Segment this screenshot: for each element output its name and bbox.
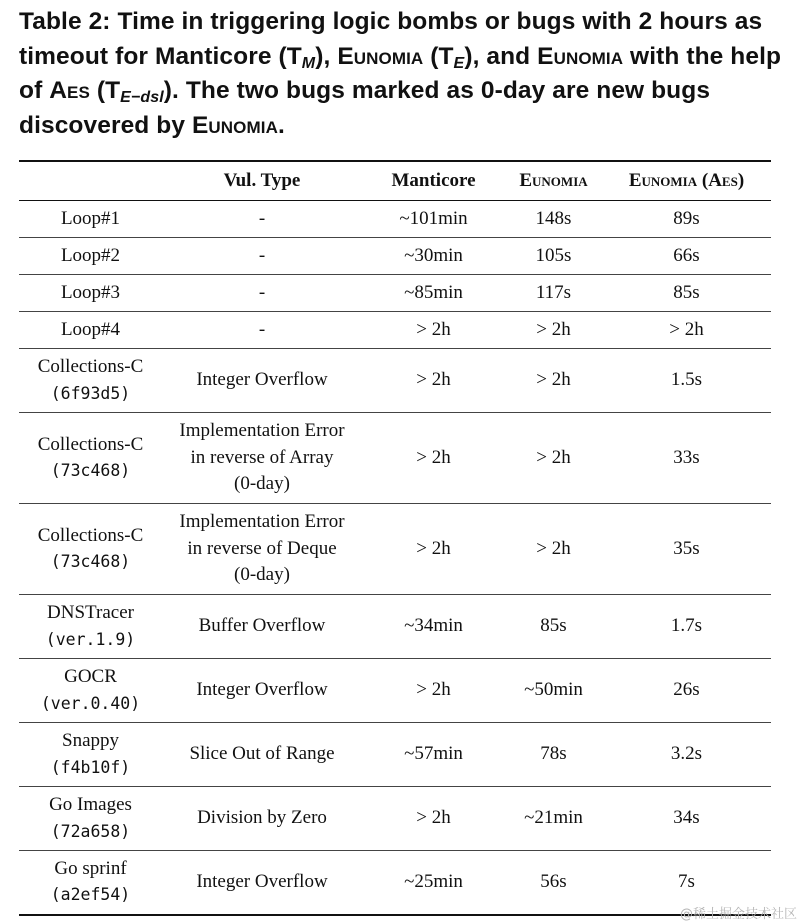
table-caption	[19, 5, 789, 143]
aes-name: Aes	[49, 77, 90, 104]
caption-text: (T	[89, 77, 121, 104]
header-program	[19, 161, 162, 201]
vul-type-line: Integer Overflow	[196, 369, 328, 391]
program-version: (6f93d5)	[50, 383, 131, 403]
header-eunomia: Eunomia	[505, 161, 602, 201]
program-cell	[19, 723, 162, 787]
caption-text: .	[277, 111, 285, 139]
eunomia-name: Eunomia	[337, 42, 424, 70]
eunomia-time-cell: ~21min	[505, 787, 602, 851]
table-row	[19, 851, 771, 915]
vul-type-line: in reverse of Deque	[187, 537, 337, 559]
manticore-time-cell: ~30min	[362, 238, 505, 275]
vul-type-cell	[162, 349, 362, 413]
eunomia-aes-time-cell: 66s	[602, 238, 771, 275]
eunomia-time-cell: > 2h	[505, 349, 602, 413]
caption-sub-edsl: E−dsl	[120, 89, 164, 106]
eunomia-time-cell: > 2h	[505, 312, 602, 349]
vul-type-cell	[162, 787, 362, 851]
vul-type-line: -	[258, 244, 266, 266]
eunomia-aes-time-cell: 34s	[602, 787, 771, 851]
program-name: Loop#3	[60, 281, 121, 303]
manticore-time-cell: > 2h	[362, 312, 505, 349]
program-name: Collections-C	[37, 433, 144, 455]
table-row	[19, 787, 771, 851]
vul-type-cell	[162, 723, 362, 787]
header-eunomia-aes: Eunomia (Aes)	[602, 161, 771, 201]
program-name: Snappy	[62, 730, 119, 751]
vul-type-cell	[162, 595, 362, 659]
program-version: (73c468)	[50, 552, 131, 571]
program-cell	[19, 238, 162, 275]
eunomia-aes-time-cell: 26s	[602, 659, 771, 723]
vul-type-line: in reverse of Array	[190, 446, 334, 468]
program-version: (f4b10f)	[50, 757, 131, 777]
eunomia-aes-time-cell: 85s	[602, 275, 771, 312]
program-version: (ver.1.9)	[45, 629, 136, 649]
vul-type-line: Division by Zero	[197, 807, 327, 829]
vul-type-line: -	[258, 281, 266, 303]
manticore-time-cell: ~85min	[362, 275, 505, 312]
manticore-time-cell: > 2h	[362, 349, 505, 413]
program-cell	[19, 201, 162, 238]
manticore-time-cell: ~57min	[362, 723, 505, 787]
vul-type-line: Slice Out of Range	[189, 743, 335, 765]
vul-type-line: Integer Overflow	[196, 871, 328, 892]
caption-text: ),	[315, 42, 338, 70]
vul-type-cell	[162, 201, 362, 238]
table-row	[19, 312, 771, 349]
eunomia-aes-time-cell: 7s	[602, 851, 771, 915]
program-name: DNSTracer	[47, 602, 134, 623]
caption-lead: Table 2: Time in triggering logic bombs or bugs with 2 hours as timeout for Manticore (T	[19, 8, 763, 70]
program-cell	[19, 275, 162, 312]
eunomia-time-cell: 85s	[505, 595, 602, 659]
vul-type-line: (0-day)	[234, 473, 290, 495]
program-version: (73c468)	[50, 461, 131, 480]
program-name: Go Images	[49, 794, 132, 815]
program-cell	[19, 787, 162, 851]
table-header-row	[19, 161, 771, 201]
header-vul-type: Vul. Type	[162, 161, 362, 201]
table-row	[19, 275, 771, 312]
manticore-time-cell: > 2h	[362, 787, 505, 851]
vul-type-line: -	[258, 207, 266, 229]
eunomia-aes-time-cell: 1.7s	[602, 595, 771, 659]
eunomia-aes-time-cell: 3.2s	[602, 723, 771, 787]
eunomia-time-cell: 105s	[505, 238, 602, 275]
caption-text: ), and	[464, 42, 538, 70]
vul-type-cell	[162, 238, 362, 275]
manticore-time-cell: > 2h	[362, 413, 505, 504]
program-name: Go sprinf	[54, 857, 127, 879]
table-row	[19, 201, 771, 238]
caption-text: ). The two bugs marked as 0-day are new bugs discovered by	[19, 77, 711, 139]
vul-type-line: Buffer Overflow	[198, 615, 326, 637]
program-version: (a2ef54)	[50, 885, 131, 905]
program-name: Loop#2	[60, 244, 121, 266]
eunomia-aes-time-cell: 35s	[602, 504, 771, 595]
program-version: (ver.0.40)	[40, 693, 141, 713]
program-cell	[19, 595, 162, 659]
vul-type-cell	[162, 312, 362, 349]
eunomia-aes-time-cell: 89s	[602, 201, 771, 238]
table-row	[19, 504, 771, 595]
program-cell	[19, 659, 162, 723]
program-name: Loop#4	[60, 318, 121, 340]
vul-type-line: -	[258, 318, 266, 340]
eunomia-aes-time-cell: 33s	[602, 413, 771, 504]
table-row	[19, 595, 771, 659]
caption-text: with the help of	[19, 42, 782, 104]
program-name: Loop#1	[60, 207, 121, 229]
vul-type-cell	[162, 413, 362, 504]
eunomia-aes-time-cell: 1.5s	[602, 349, 771, 413]
vul-type-line: Implementation Error	[179, 511, 345, 533]
program-version: (72a658)	[50, 821, 131, 841]
eunomia-name: Eunomia	[191, 111, 278, 139]
eunomia-time-cell: > 2h	[505, 504, 602, 595]
caption-text: (T	[423, 42, 454, 70]
manticore-time-cell: > 2h	[362, 504, 505, 595]
eunomia-time-cell: 117s	[505, 275, 602, 312]
eunomia-time-cell: 148s	[505, 201, 602, 238]
table-row	[19, 349, 771, 413]
eunomia-name: Eunomia	[537, 42, 624, 70]
program-cell	[19, 413, 162, 504]
program-name: Collections-C	[37, 356, 144, 377]
caption-sub-e: E	[453, 54, 465, 72]
program-cell	[19, 312, 162, 349]
eunomia-time-cell: ~50min	[505, 659, 602, 723]
table-row	[19, 413, 771, 504]
table-body	[19, 201, 771, 915]
vul-type-cell	[162, 851, 362, 915]
vul-type-line: Integer Overflow	[196, 679, 328, 701]
program-cell	[19, 349, 162, 413]
eunomia-time-cell: 56s	[505, 851, 602, 915]
results-table	[19, 160, 771, 916]
vul-type-line: (0-day)	[234, 564, 290, 586]
vul-type-line: Implementation Error	[179, 420, 345, 442]
eunomia-time-cell: 78s	[505, 723, 602, 787]
program-cell	[19, 504, 162, 595]
manticore-time-cell: ~34min	[362, 595, 505, 659]
eunomia-aes-time-cell: > 2h	[602, 312, 771, 349]
manticore-time-cell: ~25min	[362, 851, 505, 915]
program-name: Collections-C	[37, 524, 144, 546]
header-manticore: Manticore	[362, 161, 505, 201]
table-row	[19, 659, 771, 723]
vul-type-cell	[162, 659, 362, 723]
vul-type-cell	[162, 504, 362, 595]
program-cell	[19, 851, 162, 915]
program-name: GOCR	[64, 666, 117, 687]
table-row	[19, 723, 771, 787]
table-row	[19, 238, 771, 275]
manticore-time-cell: > 2h	[362, 659, 505, 723]
vul-type-cell	[162, 275, 362, 312]
watermark: @稀土掘金技术社区	[679, 907, 797, 922]
caption-sub-m: M	[301, 54, 316, 72]
manticore-time-cell: ~101min	[362, 201, 505, 238]
eunomia-time-cell: > 2h	[505, 413, 602, 504]
